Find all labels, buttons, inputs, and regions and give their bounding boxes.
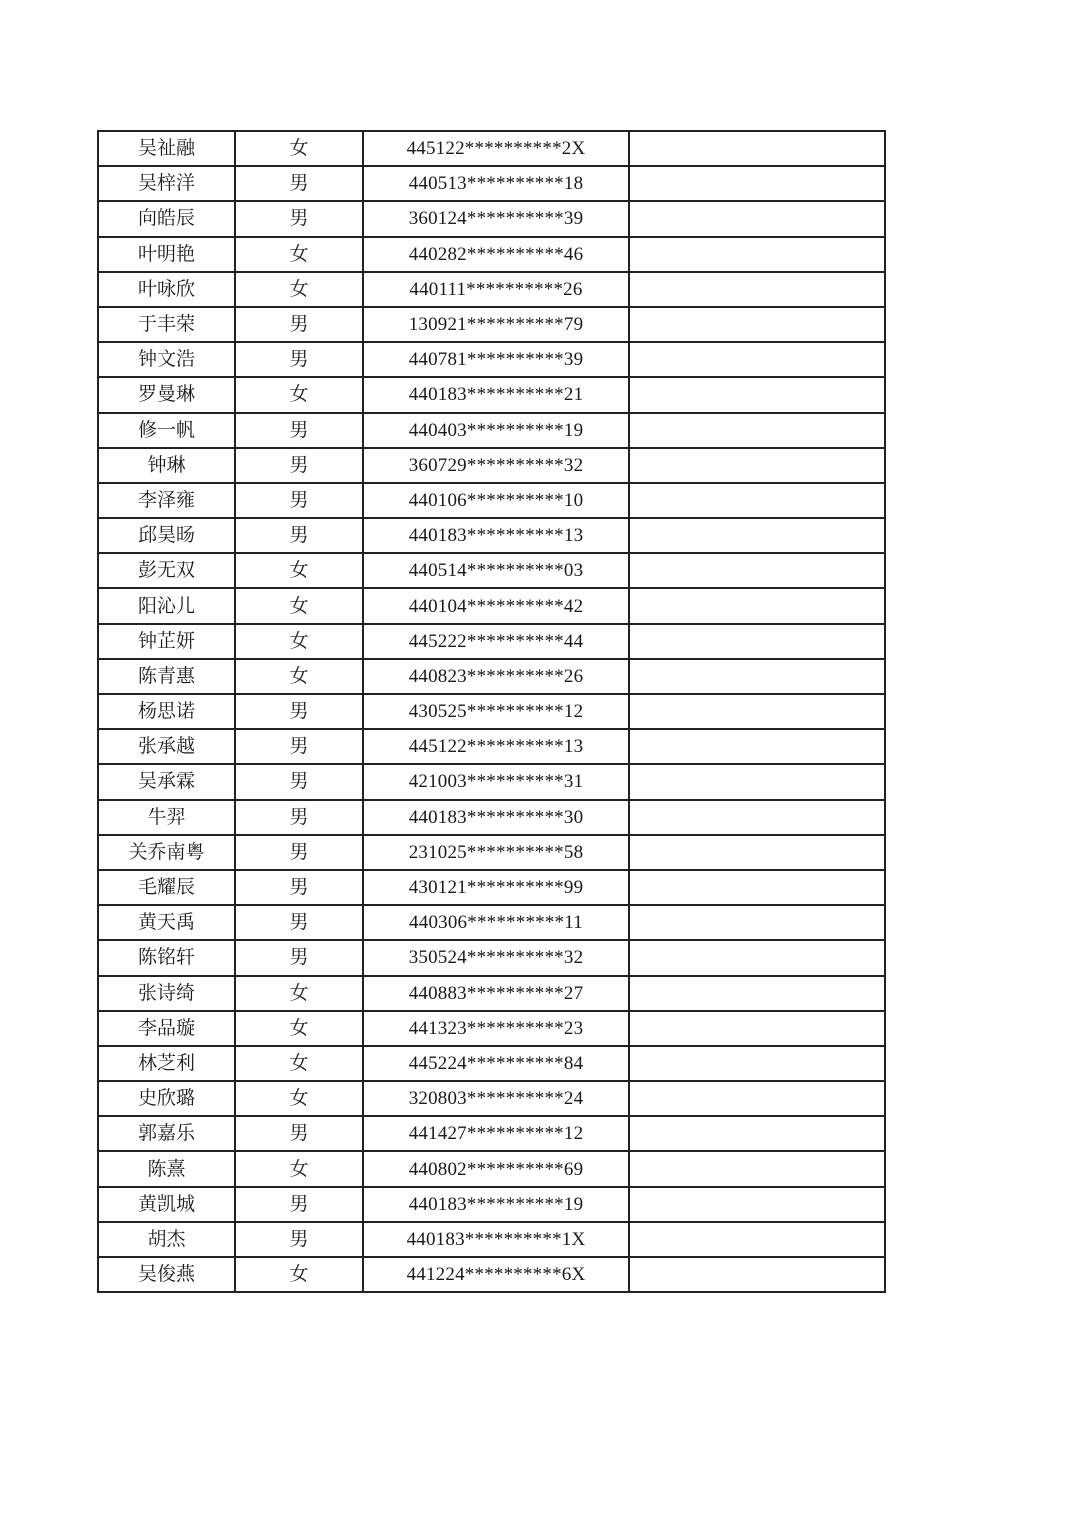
gender-cell: 男 — [235, 694, 363, 729]
gender-cell: 男 — [235, 448, 363, 483]
id-number-cell: 231025**********58 — [363, 835, 629, 870]
id-number-cell: 445224**********84 — [363, 1046, 629, 1081]
table-row — [98, 553, 885, 588]
id-number-cell: 440514**********03 — [363, 553, 629, 588]
gender-cell: 女 — [235, 976, 363, 1011]
id-number-cell: 445122**********13 — [363, 729, 629, 764]
gender-cell: 女 — [235, 588, 363, 623]
name-cell: 叶咏欣 — [98, 272, 235, 307]
gender-cell: 男 — [235, 483, 363, 518]
note-cell — [629, 166, 885, 201]
note-cell — [629, 870, 885, 905]
name-cell: 关乔南粤 — [98, 835, 235, 870]
note-cell — [629, 483, 885, 518]
table-row — [98, 377, 885, 412]
name-cell: 吴祉融 — [98, 131, 235, 166]
note-cell — [629, 553, 885, 588]
name-cell: 黄凯城 — [98, 1187, 235, 1222]
table-row — [98, 448, 885, 483]
table-row — [98, 342, 885, 377]
table-row — [98, 764, 885, 799]
note-cell — [629, 518, 885, 553]
name-cell: 钟芷妍 — [98, 624, 235, 659]
id-number-cell: 320803**********24 — [363, 1081, 629, 1116]
table-row — [98, 694, 885, 729]
name-cell: 阳沁儿 — [98, 588, 235, 623]
id-number-cell: 350524**********32 — [363, 940, 629, 975]
id-number-cell: 441427**********12 — [363, 1116, 629, 1151]
name-cell: 邱昊旸 — [98, 518, 235, 553]
table-row — [98, 940, 885, 975]
gender-cell: 男 — [235, 518, 363, 553]
id-number-cell: 440106**********10 — [363, 483, 629, 518]
name-cell: 向皓辰 — [98, 201, 235, 236]
id-number-cell: 440306**********11 — [363, 905, 629, 940]
table-row — [98, 1151, 885, 1186]
table-row — [98, 272, 885, 307]
id-number-cell: 440183**********19 — [363, 1187, 629, 1222]
table-row — [98, 1011, 885, 1046]
name-cell: 吴俊燕 — [98, 1257, 235, 1292]
note-cell — [629, 272, 885, 307]
id-number-cell: 441224**********6X — [363, 1257, 629, 1292]
table-row — [98, 659, 885, 694]
note-cell — [629, 1046, 885, 1081]
name-cell: 修一帆 — [98, 413, 235, 448]
note-cell — [629, 835, 885, 870]
id-number-cell: 440513**********18 — [363, 166, 629, 201]
gender-cell: 男 — [235, 166, 363, 201]
table-row — [98, 800, 885, 835]
name-cell: 陈青惠 — [98, 659, 235, 694]
name-cell: 张诗绮 — [98, 976, 235, 1011]
table-row — [98, 1257, 885, 1292]
name-cell: 吴承霖 — [98, 764, 235, 799]
note-cell — [629, 131, 885, 166]
gender-cell: 女 — [235, 1257, 363, 1292]
name-cell: 毛耀辰 — [98, 870, 235, 905]
id-number-cell: 445122**********2X — [363, 131, 629, 166]
name-cell: 陈铭轩 — [98, 940, 235, 975]
id-number-cell: 441323**********23 — [363, 1011, 629, 1046]
gender-cell: 男 — [235, 940, 363, 975]
note-cell — [629, 1257, 885, 1292]
name-cell: 于丰荣 — [98, 307, 235, 342]
gender-cell: 男 — [235, 764, 363, 799]
gender-cell: 男 — [235, 1222, 363, 1257]
gender-cell: 女 — [235, 237, 363, 272]
gender-cell: 男 — [235, 800, 363, 835]
table-row — [98, 1222, 885, 1257]
table-row — [98, 729, 885, 764]
table-row — [98, 201, 885, 236]
gender-cell: 女 — [235, 553, 363, 588]
id-number-cell: 440183**********30 — [363, 800, 629, 835]
note-cell — [629, 659, 885, 694]
note-cell — [629, 1011, 885, 1046]
note-cell — [629, 201, 885, 236]
id-number-cell: 440883**********27 — [363, 976, 629, 1011]
id-number-cell: 440403**********19 — [363, 413, 629, 448]
name-cell: 史欣璐 — [98, 1081, 235, 1116]
table-row — [98, 237, 885, 272]
table-row — [98, 413, 885, 448]
name-cell: 黄天禹 — [98, 905, 235, 940]
note-cell — [629, 342, 885, 377]
id-number-cell: 440183**********13 — [363, 518, 629, 553]
id-number-cell: 421003**********31 — [363, 764, 629, 799]
name-cell: 钟琳 — [98, 448, 235, 483]
gender-cell: 女 — [235, 659, 363, 694]
gender-cell: 男 — [235, 905, 363, 940]
gender-cell: 男 — [235, 201, 363, 236]
note-cell — [629, 1187, 885, 1222]
id-number-cell: 440104**********42 — [363, 588, 629, 623]
gender-cell: 男 — [235, 835, 363, 870]
note-cell — [629, 800, 885, 835]
note-cell — [629, 1222, 885, 1257]
gender-cell: 男 — [235, 307, 363, 342]
table-row — [98, 905, 885, 940]
note-cell — [629, 905, 885, 940]
note-cell — [629, 976, 885, 1011]
note-cell — [629, 448, 885, 483]
name-cell: 李品璇 — [98, 1011, 235, 1046]
table-row — [98, 624, 885, 659]
gender-cell: 女 — [235, 377, 363, 412]
table-row — [98, 588, 885, 623]
id-number-cell: 430121**********99 — [363, 870, 629, 905]
gender-cell: 男 — [235, 1187, 363, 1222]
note-cell — [629, 624, 885, 659]
note-cell — [629, 588, 885, 623]
note-cell — [629, 237, 885, 272]
roster-table — [97, 130, 886, 1293]
id-number-cell: 440781**********39 — [363, 342, 629, 377]
gender-cell: 女 — [235, 624, 363, 659]
table-row — [98, 1187, 885, 1222]
table-row — [98, 307, 885, 342]
note-cell — [629, 694, 885, 729]
gender-cell: 女 — [235, 272, 363, 307]
gender-cell: 女 — [235, 1011, 363, 1046]
gender-cell: 男 — [235, 413, 363, 448]
gender-cell: 女 — [235, 1046, 363, 1081]
gender-cell: 女 — [235, 1151, 363, 1186]
roster-table-body — [98, 131, 885, 1292]
id-number-cell: 440183**********21 — [363, 377, 629, 412]
table-row — [98, 835, 885, 870]
name-cell: 杨思诺 — [98, 694, 235, 729]
id-number-cell: 440802**********69 — [363, 1151, 629, 1186]
note-cell — [629, 413, 885, 448]
id-number-cell: 440282**********46 — [363, 237, 629, 272]
id-number-cell: 440823**********26 — [363, 659, 629, 694]
name-cell: 张承越 — [98, 729, 235, 764]
name-cell: 叶明艳 — [98, 237, 235, 272]
id-number-cell: 430525**********12 — [363, 694, 629, 729]
note-cell — [629, 940, 885, 975]
table-row — [98, 976, 885, 1011]
note-cell — [629, 1151, 885, 1186]
note-cell — [629, 729, 885, 764]
note-cell — [629, 1116, 885, 1151]
name-cell: 吴梓洋 — [98, 166, 235, 201]
table-row — [98, 518, 885, 553]
note-cell — [629, 307, 885, 342]
id-number-cell: 440183**********1X — [363, 1222, 629, 1257]
table-row — [98, 131, 885, 166]
table-row — [98, 1116, 885, 1151]
id-number-cell: 360729**********32 — [363, 448, 629, 483]
id-number-cell: 445222**********44 — [363, 624, 629, 659]
name-cell: 李泽雍 — [98, 483, 235, 518]
note-cell — [629, 377, 885, 412]
name-cell: 牛羿 — [98, 800, 235, 835]
table-row — [98, 1046, 885, 1081]
table-row — [98, 483, 885, 518]
table-row — [98, 166, 885, 201]
name-cell: 郭嘉乐 — [98, 1116, 235, 1151]
id-number-cell: 130921**********79 — [363, 307, 629, 342]
note-cell — [629, 764, 885, 799]
gender-cell: 女 — [235, 131, 363, 166]
name-cell: 林芝利 — [98, 1046, 235, 1081]
id-number-cell: 360124**********39 — [363, 201, 629, 236]
name-cell: 钟文浩 — [98, 342, 235, 377]
name-cell: 胡杰 — [98, 1222, 235, 1257]
name-cell: 彭无双 — [98, 553, 235, 588]
gender-cell: 男 — [235, 1116, 363, 1151]
id-number-cell: 440111**********26 — [363, 272, 629, 307]
gender-cell: 男 — [235, 729, 363, 764]
note-cell — [629, 1081, 885, 1116]
table-row — [98, 870, 885, 905]
gender-cell: 男 — [235, 342, 363, 377]
gender-cell: 女 — [235, 1081, 363, 1116]
name-cell: 陈熹 — [98, 1151, 235, 1186]
gender-cell: 男 — [235, 870, 363, 905]
table-row — [98, 1081, 885, 1116]
name-cell: 罗曼琳 — [98, 377, 235, 412]
